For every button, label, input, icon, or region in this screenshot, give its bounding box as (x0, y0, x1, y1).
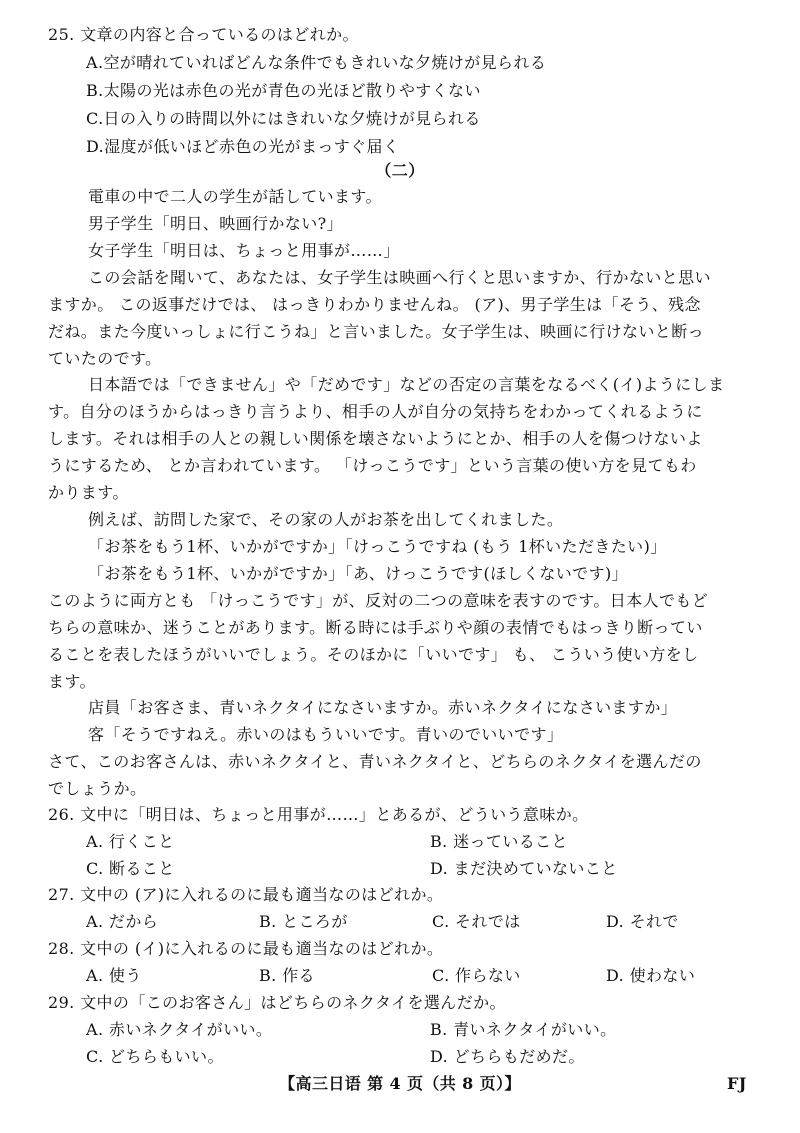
passage-line: ちらの意味か、迷うことがあります。断る時には手ぶりや顔の表情でもはっきり断ってい (48, 618, 703, 637)
q29-option-c: C. どちらもいい。 (86, 1047, 224, 1066)
q27-option-d: D. それで (606, 912, 679, 931)
page-footer: 【高三日语 第 4 页（共 8 页）】 (279, 1074, 521, 1093)
q28-option-d: D. 使わない (606, 966, 696, 985)
passage-line: だね。また今度いっしょに行こうね」と言いました。女子学生は、映画に行けないと断っ (48, 322, 705, 341)
q29-stem: 29. 文中の「このお客さん」はどちらのネクタイを選んだか。 (48, 993, 506, 1012)
exam-code: FJ (727, 1074, 747, 1093)
passage-line: このように両方とも 「けっこうです」が、反対の二つの意味を表すのです。日本人でもど (48, 591, 709, 610)
passage-line: ていたのです。 (48, 349, 162, 368)
passage-line: す。自分のほうからはっきり言うより、相手の人が自分の気持ちをわかってくれるように (48, 402, 703, 421)
q28-stem: 28. 文中の (イ)に入れるのに最も適当なのはどれか。 (48, 939, 444, 958)
q29-option-d: D. どちらもだめだ。 (430, 1047, 585, 1066)
passage-line: 「お茶をもう1杯、いかがですか」「けっこうですね (もう 1杯いただきたい)」 (88, 537, 667, 556)
q27-option-b: B. ところが (259, 912, 348, 931)
q28-option-c: C. 作らない (432, 966, 521, 985)
passage-line: 男子学生「明日、映画行かない?」 (88, 214, 343, 233)
passage-line: ます。 (48, 672, 96, 691)
passage-line: 「お茶をもう1杯、いかがですか」「あ、けっこうです(ほしくないです)」 (88, 564, 629, 583)
passage-line: ることを表したほうがいいでしょう。そのほかに「いいです」 も、 こういう使い方をし (48, 645, 699, 664)
q29-option-a: A. 赤いネクタイがいい。 (86, 1020, 273, 1039)
q26-option-c: C. 断ること (86, 859, 175, 878)
passage-line: かります。 (48, 483, 129, 502)
passage-line: ますか。 この返事だけでは、 はっきりわかりませんね。 (ア)、男子学生は「そう、残念 (48, 295, 701, 314)
q25-option-d: D.湿度が低いほど赤色の光がまっすぐ届く (86, 137, 400, 156)
q27-option-c: C. それでは (432, 912, 521, 931)
q25-option-b: B.太陽の光は赤色の光が青色の光ほど散りやすくない (86, 81, 481, 100)
passage-line: 例えば、訪問した家で、その家の人がお茶を出してくれました。 (88, 510, 564, 529)
q25-option-c: C.日の入りの時間以外にはきれいな夕焼けが見られる (86, 109, 481, 128)
q29-option-b: B. 青いネクタイがいい。 (430, 1020, 617, 1039)
passage-line: さて、このお客さんは、赤いネクタイと、青いネクタイと、どちらのネクタイを選んだの (48, 752, 702, 771)
q26-option-b: B. 迷っていること (430, 832, 568, 851)
q27-stem: 27. 文中の (ア)に入れるのに最も適当なのはどれか。 (48, 885, 444, 904)
q26-stem: 26. 文中に「明日は、ちょっと用事が……」とあるが、どういう意味か。 (48, 805, 589, 824)
passage-line: 店員「お客さま、青いネクタイになさいますか。赤いネクタイになさいますか」 (88, 698, 678, 717)
passage-line: でしょうか。 (48, 779, 147, 798)
q27-option-a: A. だから (86, 912, 159, 931)
q26-option-a: A. 行くこと (86, 832, 175, 851)
passage-line: 女子学生「明日は、ちょっと用事が……」 (88, 241, 400, 260)
q26-option-d: D. まだ決めていないこと (430, 859, 618, 878)
section-title: （二） (375, 161, 425, 180)
passage-line: します。それは相手の人との親しい関係を壊さないようにとか、相手の人を傷つけないよ (48, 429, 703, 448)
q25-option-a: A.空が晴れていればどんな条件でもきれいな夕焼けが見られる (86, 53, 547, 72)
q25-stem: 25. 文章の内容と合っているのはどれか。 (48, 25, 359, 44)
passage-line: この会話を聞いて、あなたは、女子学生は映画へ行くと思いますか、行かないと思い (88, 268, 711, 287)
q28-option-b: B. 作る (259, 966, 315, 985)
passage-line: 日本語では「できません」や「だめです」などの否定の言葉をなるべく(イ)ようにしま (88, 375, 725, 394)
passage-line: うにするため、 とか言われています。 「けっこうです」という言葉の使い方を見てもわ (48, 456, 697, 475)
q28-option-a: A. 使う (86, 966, 142, 985)
passage-line: 客「そうですねえ。赤いのはもういいです。青いのでいいです」 (88, 725, 564, 744)
passage-line: 電車の中で二人の学生が話しています。 (88, 187, 382, 206)
